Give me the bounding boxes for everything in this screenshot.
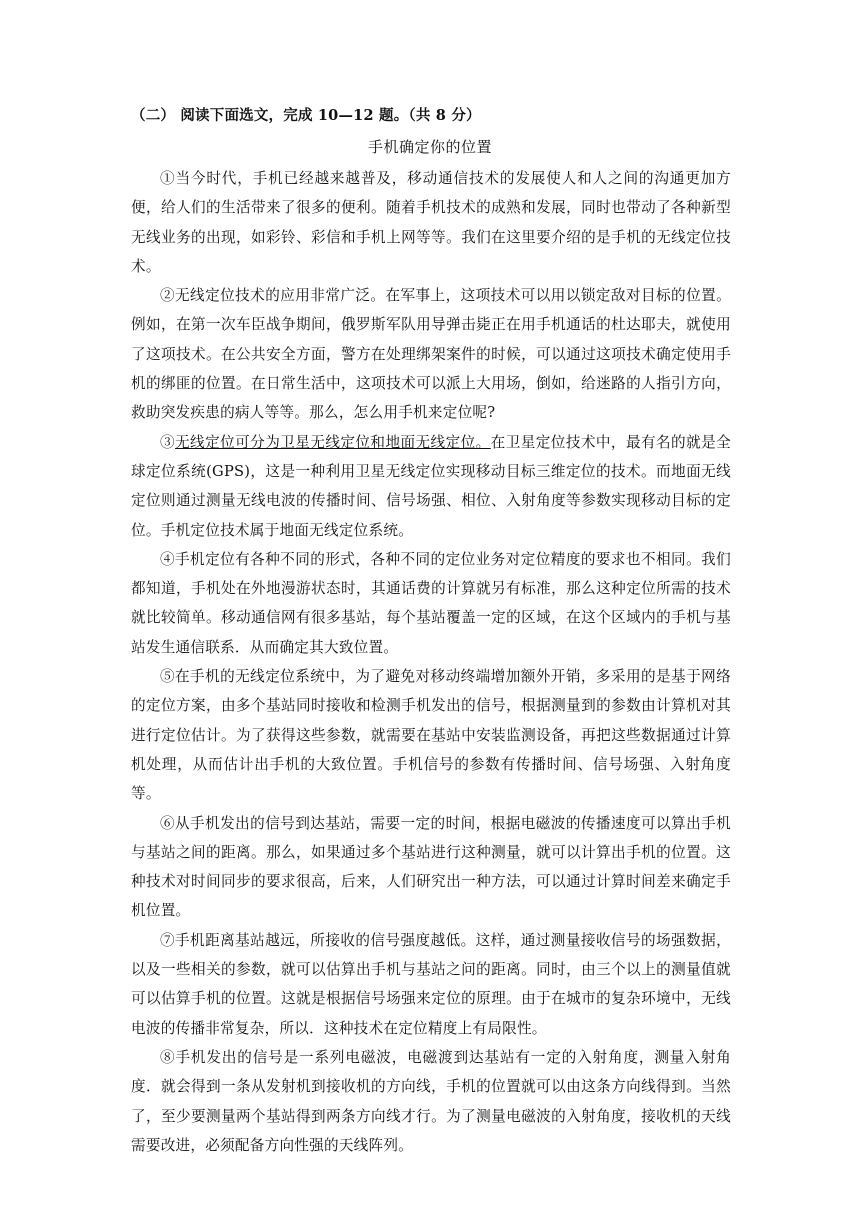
paragraph-5: ⑤在手机的无线定位系统中，为了避免对移动终端增加额外开销，多采用的是基于网络的定位方案，由多个基站同时接收和检测手机发出的信号，根据测量到的参数由计算机对其进行定位估计。为了获得这些参数，就需要在基站中安装监测设备，再把这些数据通过计算机处理，从而估计出手机的大致位置。手机信号的参数有传播时间、信号场强、入射角度等。 (131, 668, 731, 803)
underlined-sentence: 无线定位可分为卫星无线定位和地面无线定位。 (175, 433, 491, 451)
paragraph-1: ①当今时代，手机已经越来越普及，移动通信技术的发展使人和人之间的沟通更加方便，给人们的生活带来了很多的便利。随着手机技术的成熟和发展，同时也带动了各种新型无线业务的出现，如彩铃、彩信和手机上网等等。我们在这里要介绍的是手机的无线定位技术。 (131, 170, 731, 275)
article-title: 手机确定你的位置 (367, 138, 492, 156)
paragraph-4: ④手机定位有各种不同的形式，各种不同的定位业务对定位精度的要求也不相同。我们都知道，手机处在外地漫游状态时，其通话费的计算就另有标准，那么这种定位所需的技术就比较简单。移动通信网有很多基站，每个基站覆盖一定的区域，在这个区域内的手机与基站发生通信联系．从而确定其大致位置。 (131, 550, 731, 656)
paragraph-7: ⑦手机距离基站越远，所接收的信号强度越低。这样，通过测量接收信号的场强数据，以及一些相关的参数，就可以估算出手机与基站之问的距离。同时，由三个以上的测量值就可以估算手机的位置。这就是根据信号场强来定位的原理。由于在城市的复杂环境中，无线电波的传播非常复杂，所以．这种技术在定位精度上有局限性。 (131, 931, 731, 1037)
paragraph-3-rest: 在卫星定位技术中，最有名的就是全球定位系统(GPS)，这是一种利用卫星无线定位实现移动目标三维定位的技术。而地面无线定位则通过测量无线电波的传播时间、信号场强、相位、入射角度等参数实现移动目标的定位。手机定位技术属于地面无线定位系统。 (131, 433, 731, 539)
paragraph-6: ⑥从手机发出的信号到达基站，需要一定的时间，根据电磁波的传播速度可以算出手机与基站之间的距离。那么，如果通过多个基站进行这种测量，就可以计算出手机的位置。这种技术对时间同步的要求很高，后来，人们研究出一种方法，可以通过计算时间差来确定手机位置。 (131, 814, 731, 920)
paragraph-2: ②无线定位技术的应用非常广泛。在军事上，这项技术可以用以锁定敌对目标的位置。例如，在第一次车臣战争期间，俄罗斯军队用导弹击毙正在用手机通话的杜达耶夫，就使用了这项技术。在公共安全方面，警方在处理绑架案件的时候，可以通过这项技术确定使用手机的绑匪的位置。在日常生活中，这项技术可以派上大用场，倒如，给迷路的人指引方向，救助突发疾患的病人等等。那么，怎么用手机来定位呢? (131, 287, 731, 422)
section-heading: （二） 阅读下面选文，完成 10—12 题。（共 8 分） (131, 107, 481, 124)
article-body (131, 164, 731, 1160)
paragraph-8: ⑧手机发出的信号是一系列电磁波，电磁渡到达基站有一定的入射角度，测量入射角度．就会得到一条从发射机到接收机的方向线，手机的位置就可以由这条方向线得到。当然了，至少要测量两个基站得到两条方向线才行。为了测量电磁波的入射角度，接收机的天线需要改进，必须配备方向性强的天线阵列。 (131, 1048, 731, 1154)
paragraph-3 (131, 428, 731, 545)
paragraph-3-number: ③ (160, 433, 176, 451)
